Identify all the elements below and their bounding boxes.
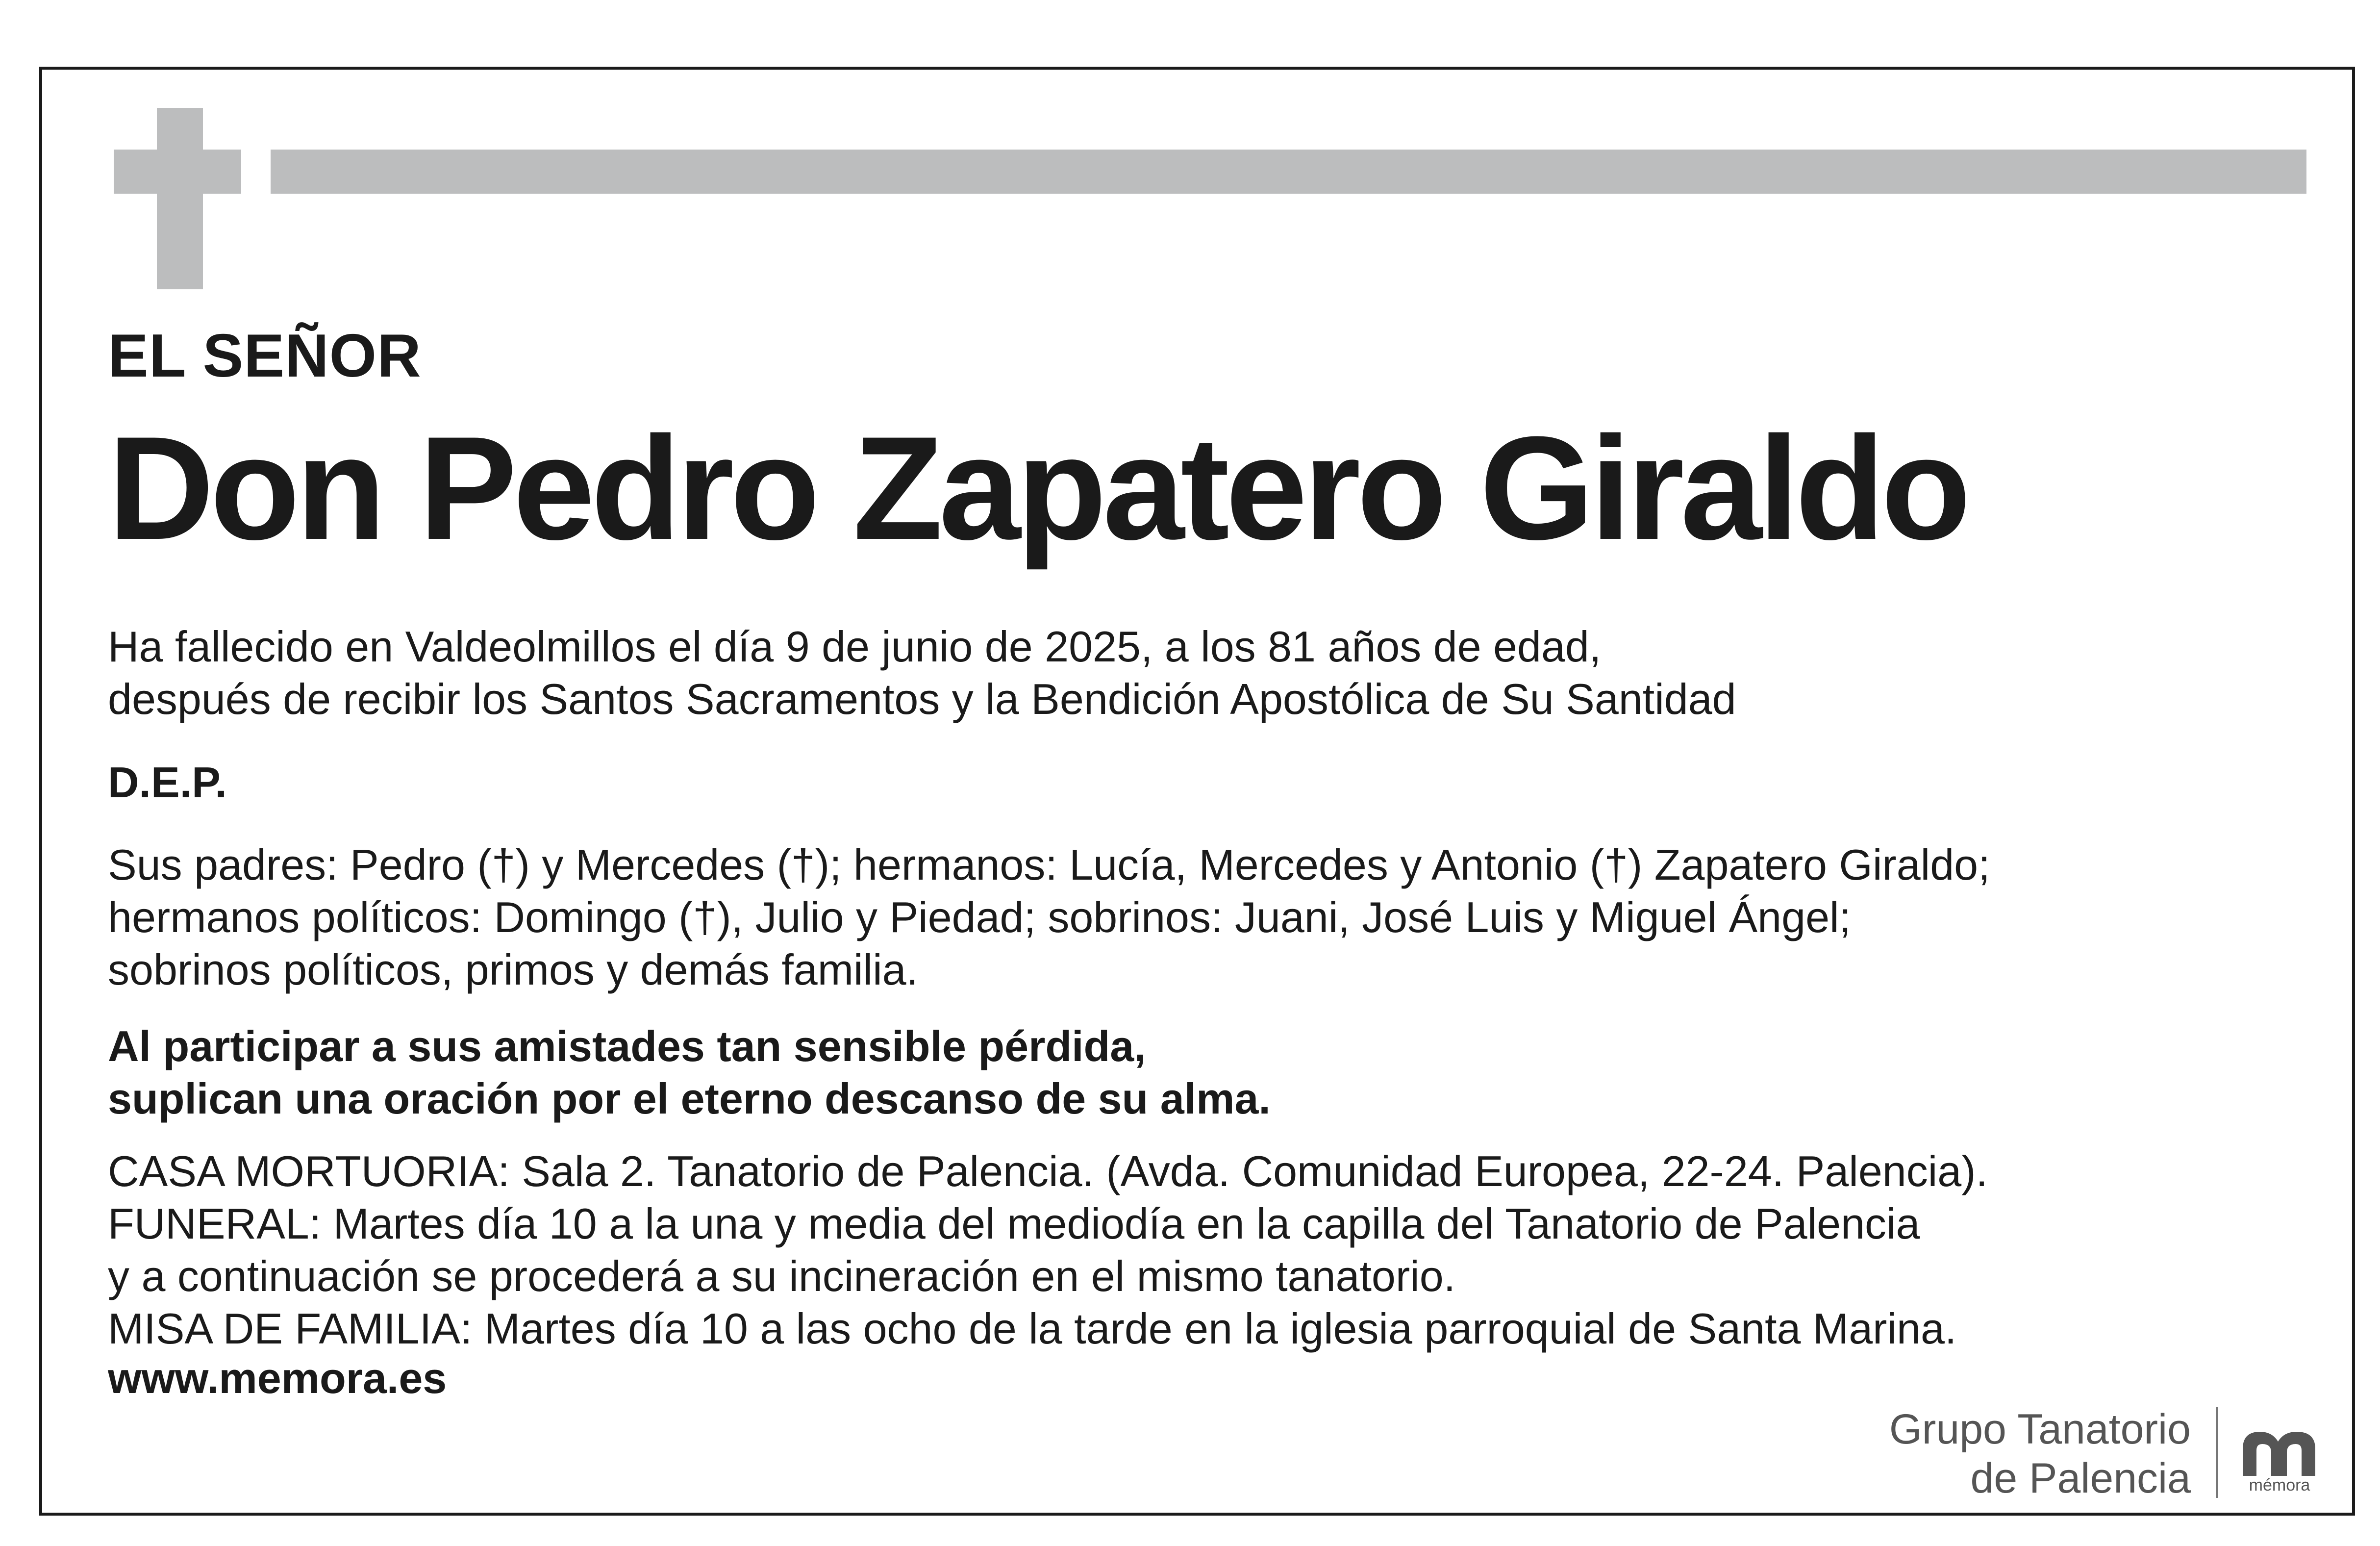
details-line: y a continuación se procederá a su incineración en el mismo tanatorio. [108,1252,1456,1300]
salutation: EL SEÑOR [108,322,422,390]
details-line: MISA DE FAMILIA: Martes día 10 a las ocho de la tarde en la iglesia parroquial de Santa Marina. [108,1304,1957,1353]
family-line: sobrinos políticos, primos y demás familia. [108,945,919,994]
announcement-paragraph [108,620,1736,725]
family-paragraph [108,838,1990,996]
logo-wordmark: mémora [2249,1476,2310,1495]
details-paragraph [108,1145,1988,1355]
deceased-name: Don Pedro Zapatero Giraldo [108,406,1967,570]
rip-label: D.E.P. [108,758,227,807]
header-bar [271,150,2306,194]
company-name-line: Grupo Tanatorio [1889,1406,2191,1453]
request-paragraph [108,1020,1271,1125]
company-name [1889,1405,2191,1503]
family-line: Sus padres: Pedro (†) y Mercedes (†); hermanos: Lucía, Mercedes y Antonio (†) Zapatero Giraldo; [108,840,1990,889]
website-link[interactable]: www.memora.es [108,1354,447,1402]
cross-icon-arm [114,150,241,194]
request-line: Al participar a sus amistades tan sensible pérdida, [108,1022,1146,1070]
details-line: CASA MORTUORIA: Sala 2. Tanatorio de Palencia. (Avda. Comunidad Europea, 22-24. Palencia). [108,1147,1988,1195]
request-line: suplican una oración por el eterno descanso de su alma. [108,1074,1271,1123]
announcement-line: después de recibir los Santos Sacramentos y la Bendición Apostólica de Su Santidad [108,675,1736,723]
company-name-line: de Palencia [1970,1455,2191,1502]
cross-icon [157,108,203,289]
announcement-line: Ha fallecido en Valdeolmillos el día 9 de junio de 2025, a los 81 años de edad, [108,622,1602,671]
details-line: FUNERAL: Martes día 10 a la una y media del mediodía en la capilla del Tanatorio de Palencia [108,1199,1920,1248]
family-line: hermanos políticos: Domingo (†), Julio y Piedad; sobrinos: Juani, José Luis y Miguel Ángel; [108,893,1852,941]
logo-divider [2216,1407,2218,1498]
